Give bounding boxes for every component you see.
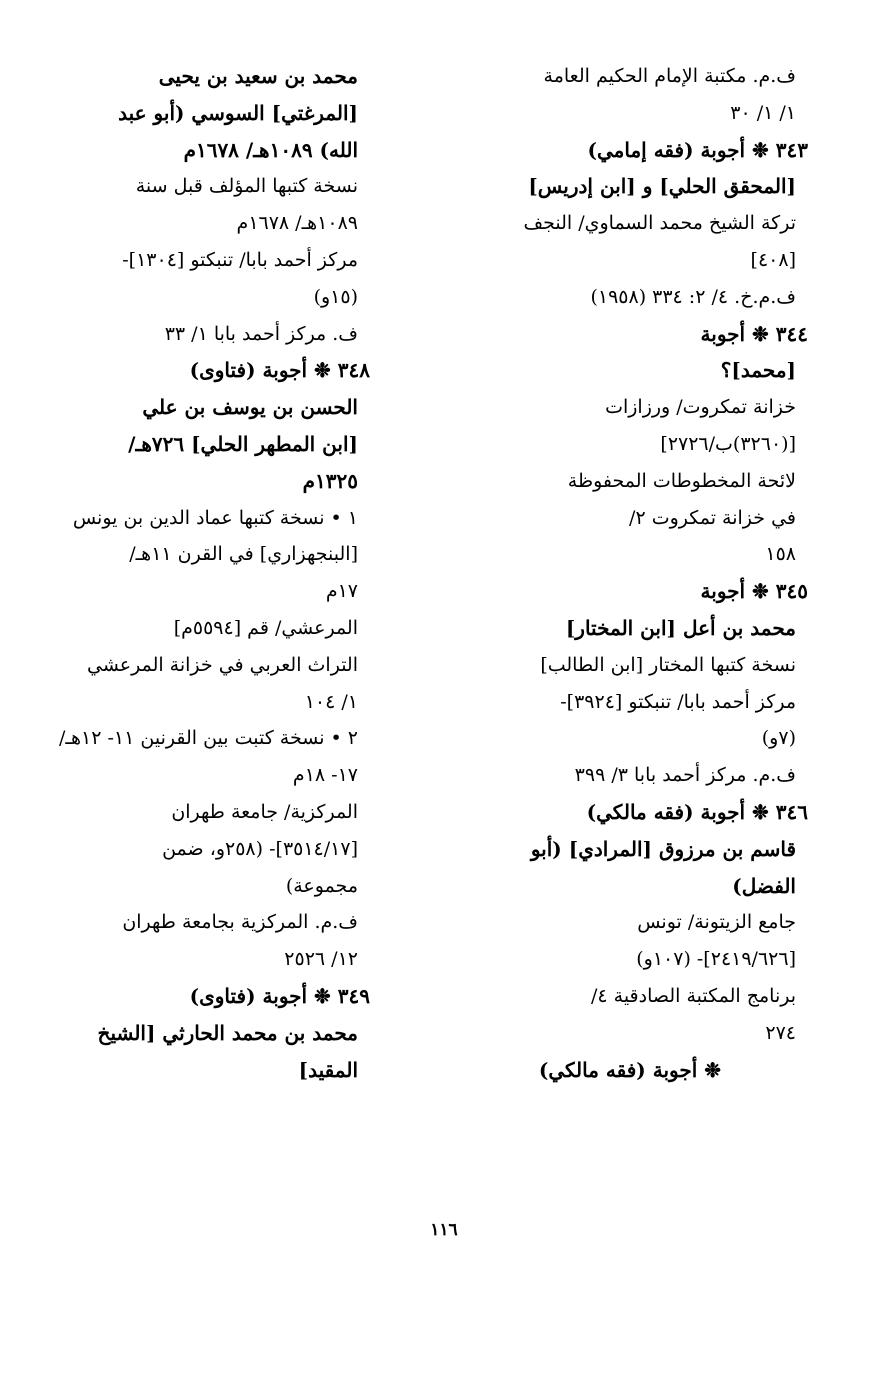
text-line: نسخة كتبها المؤلف قبل سنة	[135, 175, 358, 198]
text-line: ف.م. المركزية بجامعة طهران	[122, 911, 358, 934]
text-line: [٤٠٨]	[750, 248, 796, 271]
author-line: الله) ١٠٨٩هـ/ ١٦٧٨م	[183, 137, 358, 162]
text-line: مركز أحمد بابا/ تنبكتو [١٣٠٤]-	[122, 248, 358, 271]
text-line: [٢٤١٩/٦٢٦]- (١٠٧و)	[636, 948, 796, 971]
text-line: المركزية/ جامعة طهران	[171, 800, 358, 823]
author-line: [ابن المطهر الحلي] ٧٢٦هـ/	[128, 431, 358, 456]
author-line: [المحقق الحلي] و [ابن إدريس]	[528, 174, 796, 199]
left-column	[13, 58, 370, 1088]
text-line: ٢ • نسخة كتبت بين القرنين ١١- ١٢هـ/	[59, 727, 358, 750]
text-line: ١٧- ١٨م	[292, 764, 358, 787]
author-line: الفضل)	[732, 873, 796, 898]
entry-heading-continued: ❉ أجوبة (فقه مالكي)	[538, 1057, 721, 1082]
text-line: ف. مركز أحمد بابا ١/ ٣٣	[164, 322, 358, 345]
text-line: ف.م. مكتبة الإمام الحكيم العامة	[543, 65, 796, 87]
text-line: تركة الشيخ محمد السماوي/ النجف	[523, 212, 796, 235]
text-line: ف.م. مركز أحمد بابا ٣/ ٣٩٩	[574, 764, 796, 787]
text-line: ف.م.خ. ٤/ ٢: ٣٣٤ (١٩٥٨)	[590, 285, 796, 308]
author-line: [محمد]؟	[720, 358, 796, 383]
text-line: لائحة المخطوطات المحفوظة	[567, 469, 796, 492]
right-column	[451, 58, 808, 1088]
author-line: المقيد]	[298, 1057, 358, 1082]
author-line: قاسم بن مرزوق [المرادي] (أبو	[530, 836, 796, 861]
page-number: ١١٦	[430, 1220, 458, 1240]
text-line: ٢٧٤	[765, 1021, 796, 1044]
entry-heading: ٣٤٨ ❉ أجوبة (فتاوى)	[189, 358, 370, 383]
text-line: ١/ ١٠٤	[304, 690, 358, 713]
text-line: (٧و)	[761, 727, 796, 750]
text-line: ١ • نسخة كتبها عماد الدين بن يونس	[72, 506, 358, 529]
author-line: الحسن بن يوسف بن علي	[142, 395, 358, 420]
text-line: [٣٥١٤/١٧]- (٢٥٨و، ضمن	[162, 837, 358, 860]
text-line: خزانة تمكروت/ ورزازات	[605, 396, 796, 419]
text-line: المرعشي/ قم [٥٥٩٤م]	[173, 616, 358, 639]
text-line: جامع الزيتونة/ تونس	[637, 911, 796, 934]
text-line: التراث العربي في خزانة المرعشي	[86, 653, 358, 676]
entry-heading: ٣٤٣ ❉ أجوبة (فقه إمامي)	[587, 137, 808, 162]
author-line: محمد بن أعل [ابن المختار]	[565, 615, 796, 640]
text-line: مجموعة)	[285, 874, 358, 897]
text-line: في خزانة تمكروت ٢/	[629, 506, 796, 529]
text-line: برنامج المكتبة الصادقية ٤/	[590, 984, 796, 1007]
text-line: [(٣٢٦٠)ب/٢٧٢٦]	[660, 432, 796, 455]
text-line: نسخة كتبها المختار [ابن الطالب]	[540, 653, 796, 676]
author-line: محمد بن محمد الحارثي [الشيخ	[97, 1020, 358, 1045]
entry-heading: ٣٤٦ ❉ أجوبة (فقه مالكي)	[586, 799, 808, 824]
text-line: (١٥و)	[313, 285, 358, 308]
entry-heading: ٣٤٥ ❉ أجوبة	[700, 579, 808, 604]
author-line: [المرغتي] السوسي (أبو عبد	[118, 100, 358, 125]
author-line: ١٣٢٥م	[302, 468, 358, 493]
entry-heading: ٣٤٤ ❉ أجوبة	[700, 321, 808, 346]
author-line: محمد بن سعيد بن يحيى	[158, 64, 358, 88]
text-line: [البنجهزاري] في القرن ١١هـ/	[129, 543, 358, 566]
text-line: ١٠٨٩هـ/ ١٦٧٨م	[236, 212, 358, 235]
text-line: ١/ ١/ ٣٠	[730, 101, 796, 124]
text-line: ١٥٨	[765, 543, 796, 566]
text-line: مركز أحمد بابا/ تنبكتو [٣٩٢٤]-	[560, 690, 796, 713]
text-line: ١٧م	[325, 580, 358, 603]
text-line: ١٢/ ٢٥٢٦	[284, 948, 358, 971]
entry-heading: ٣٤٩ ❉ أجوبة (فتاوى)	[189, 983, 370, 1008]
